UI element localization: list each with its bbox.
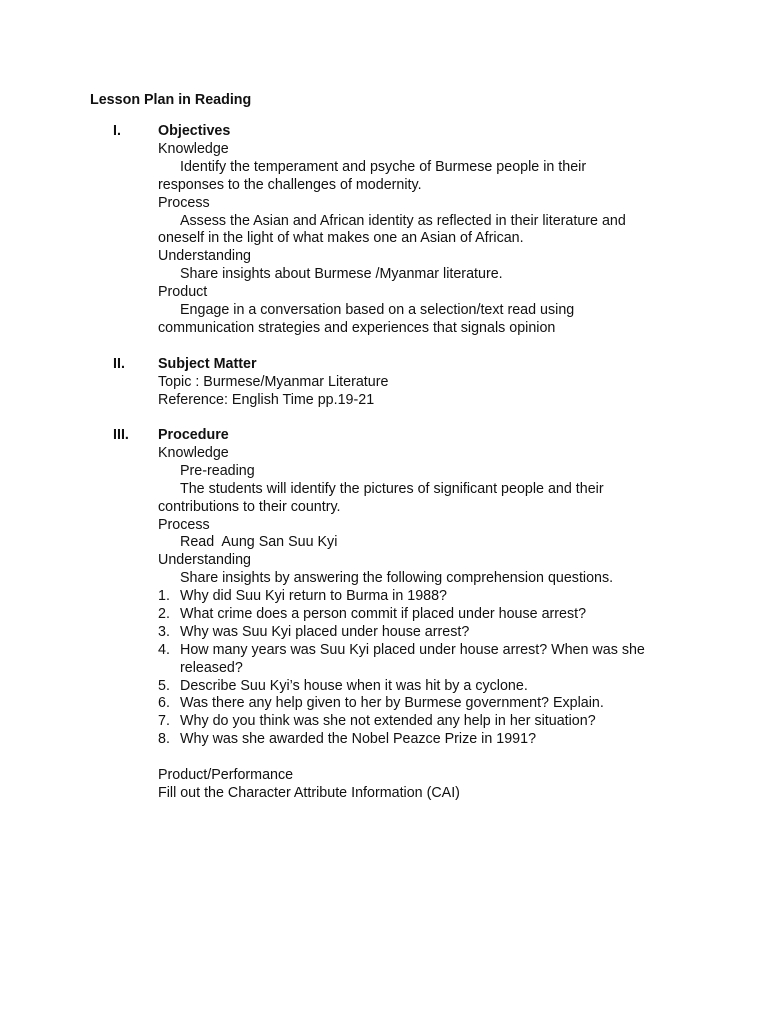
list-item [158, 624, 670, 642]
section-body [158, 356, 678, 410]
section-body [158, 427, 678, 588]
question-number: 2. [158, 605, 170, 622]
list-item [158, 678, 670, 696]
question-number: 7. [158, 713, 170, 730]
question-text: Describe Suu Kyi’s house when it was hit by a cyclone. [180, 677, 528, 694]
question-number: 3. [158, 623, 170, 640]
document-title: Lesson Plan in Reading [90, 92, 252, 108]
product-label: Product [158, 284, 208, 301]
topic-text: Topic : Burmese/Myanmar Literature [158, 373, 389, 390]
list-item [158, 731, 670, 749]
process-text: Assess the Asian and African identity as reflected in their literature and oneself in the light of what makes one an Asian of African. [158, 212, 626, 247]
question-text: Why was she awarded the Nobel Peazce Prize in 1991? [180, 731, 537, 748]
process-label: Process [158, 194, 210, 211]
section-numeral: III. [113, 427, 129, 443]
question-number: 4. [158, 641, 170, 658]
understanding-label: Understanding [158, 552, 251, 569]
question-text: What crime does a person commit if placed under house arrest? [180, 605, 587, 622]
question-text: Why was Suu Kyi placed under house arrest? [180, 623, 470, 640]
question-list [158, 588, 678, 749]
process-label: Process [158, 516, 210, 533]
reference-text: Reference: English Time pp.19-21 [158, 391, 375, 408]
list-item [158, 606, 670, 624]
list-item [158, 695, 670, 713]
question-number: 6. [158, 695, 170, 712]
understanding-label: Understanding [158, 248, 251, 265]
knowledge-text: Identify the temperament and psyche of Burmese people in their responses to the challenges of modernity. [158, 158, 587, 193]
question-text: Was there any help given to her by Burmese government? Explain. [180, 695, 604, 712]
understanding-text: Share insights about Burmese /Myanmar literature. [180, 266, 503, 283]
list-item [158, 713, 670, 731]
understanding-text: Share insights by answering the following comprehension questions. [180, 570, 614, 587]
list-item [158, 588, 670, 606]
prereading-label: Pre-reading [180, 462, 255, 479]
product-text: Fill out the Character Attribute Information (CAI) [158, 784, 460, 801]
question-text: How many years was Suu Kyi placed under house arrest? When was she released? [180, 641, 645, 676]
section-numeral: II. [113, 356, 125, 372]
process-text: Read Aung San Suu Kyi [180, 534, 338, 551]
question-number: 8. [158, 731, 170, 748]
list-item [158, 642, 670, 678]
section-heading: Subject Matter [158, 356, 257, 372]
questions-body [158, 588, 678, 803]
knowledge-label: Knowledge [158, 444, 229, 461]
product-text: Engage in a conversation based on a selection/text read using communication strategies and experiences that signals opinion [158, 302, 575, 336]
question-number: 5. [158, 677, 170, 694]
question-text: Why do you think was she not extended any help in her situation? [180, 713, 596, 730]
spacer [158, 749, 678, 767]
prereading-text: The students will identify the pictures of significant people and their contributions to their country. [158, 480, 604, 515]
section-body [158, 123, 678, 338]
section-heading: Procedure [158, 427, 229, 443]
question-text: Why did Suu Kyi return to Burma in 1988? [180, 588, 448, 604]
section-heading: Objectives [158, 123, 231, 139]
question-number: 1. [158, 588, 170, 604]
section-numeral: I. [113, 123, 121, 139]
knowledge-label: Knowledge [158, 140, 229, 157]
product-label: Product/Performance [158, 767, 294, 784]
